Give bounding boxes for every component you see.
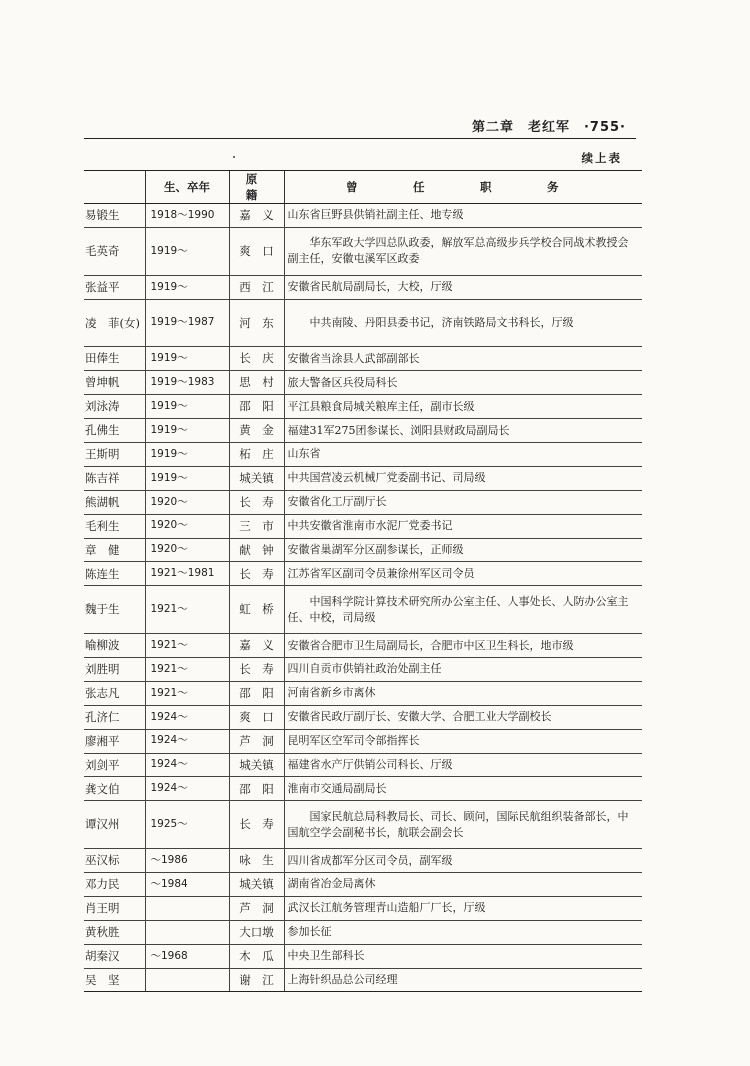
table-row — [84, 657, 642, 681]
person-name: 黄秋胜 — [84, 920, 145, 944]
person-name: 吴 坚 — [84, 968, 145, 992]
birth-death-years: 1925～ — [145, 801, 229, 849]
native-place: 西 江 — [229, 275, 284, 299]
native-place: 爽 口 — [229, 227, 284, 275]
birth-death-years: 1919～ — [145, 466, 229, 490]
native-place: 嘉 义 — [229, 204, 284, 228]
col-header-name — [84, 171, 145, 204]
birth-death-years: 1919～1987 — [145, 299, 229, 347]
native-place: 三 市 — [229, 514, 284, 538]
birth-death-years: 1921～ — [145, 681, 229, 705]
table-row — [84, 944, 642, 968]
person-name: 刘胜明 — [84, 657, 145, 681]
birth-death-years: 1919～1983 — [145, 371, 229, 395]
native-place: 嘉 义 — [229, 634, 284, 658]
positions-held: 山东省 — [284, 442, 642, 466]
table-row — [84, 681, 642, 705]
native-place: 河 东 — [229, 299, 284, 347]
positions-held: 安徽省巢湖军分区副参谋长，正师级 — [284, 538, 642, 562]
table-row — [84, 586, 642, 634]
person-name: 陈连生 — [84, 562, 145, 586]
running-header — [472, 116, 626, 135]
person-name: 毛利生 — [84, 514, 145, 538]
positions-held: 安徽省化工厅副厅长 — [284, 490, 642, 514]
person-name: 龚文伯 — [84, 777, 145, 801]
table-header — [84, 171, 642, 204]
birth-death-years: 1919～ — [145, 395, 229, 419]
native-place: 黄 金 — [229, 419, 284, 443]
birth-death-years: 1920～ — [145, 538, 229, 562]
person-name: 魏于生 — [84, 586, 145, 634]
table-row — [84, 753, 642, 777]
positions-text: 国家民航总局科教局长、司长、顾问，国际民航组织装备部长，中国航空学会副秘书长，航联会副会长 — [287, 809, 629, 839]
table-row — [84, 849, 642, 873]
birth-death-years: 1921～ — [145, 586, 229, 634]
table-row — [84, 801, 642, 849]
person-name: 喻柳波 — [84, 634, 145, 658]
positions-held: 昆明军区空军司令部指挥长 — [284, 729, 642, 753]
person-name: 廖湘平 — [84, 729, 145, 753]
positions-held: 中央卫生部科长 — [284, 944, 642, 968]
birth-death-years: 1919～ — [145, 275, 229, 299]
native-place: 木 瓜 — [229, 944, 284, 968]
native-place: 邵 阳 — [229, 395, 284, 419]
table-row — [84, 729, 642, 753]
birth-death-years: 1924～ — [145, 729, 229, 753]
person-name: 熊湖帆 — [84, 490, 145, 514]
chapter-label: 第二章 — [471, 120, 514, 135]
birth-death-years: 1924～ — [145, 753, 229, 777]
table-row — [84, 347, 642, 371]
native-place: 谢 江 — [229, 968, 284, 992]
birth-death-years: 1924～ — [145, 777, 229, 801]
table-row — [84, 968, 642, 992]
birth-death-years: 1919～ — [145, 442, 229, 466]
positions-held: 安徽省民政厅副厅长、安徽大学、合肥工业大学副校长 — [284, 705, 642, 729]
native-place: 城关镇 — [229, 466, 284, 490]
table-row — [84, 204, 642, 228]
positions-held: 淮南市交通局副局长 — [284, 777, 642, 801]
native-place: 芦 洞 — [229, 729, 284, 753]
positions-text: 华东军政大学四总队政委，解放军总高级步兵学校合同战术教授会副主任，安徽屯溪军区政委 — [287, 236, 629, 266]
birth-death-years: 1924～ — [145, 705, 229, 729]
table-row — [84, 873, 642, 897]
person-name: 孔济仁 — [84, 705, 145, 729]
table-row — [84, 562, 642, 586]
person-name: 田俸生 — [84, 347, 145, 371]
table-row — [84, 490, 642, 514]
person-name: 谭汉州 — [84, 801, 145, 849]
positions-held: 参加长征 — [284, 920, 642, 944]
person-name: 肖王明 — [84, 896, 145, 920]
native-place: 长 寿 — [229, 490, 284, 514]
person-name: 毛英奇 — [84, 227, 145, 275]
birth-death-years — [145, 920, 229, 944]
page-number: ·755· — [583, 120, 626, 135]
positions-held — [284, 227, 642, 275]
birth-death-years: ～1968 — [145, 944, 229, 968]
table-row — [84, 705, 642, 729]
positions-held: 四川省成都军分区司令员，副军级 — [284, 849, 642, 873]
native-place: 邵 阳 — [229, 777, 284, 801]
native-place: 城关镇 — [229, 873, 284, 897]
birth-death-years — [145, 968, 229, 992]
biography-table — [84, 170, 642, 992]
native-place: 爽 口 — [229, 705, 284, 729]
positions-held — [284, 801, 642, 849]
person-name: 凌 菲(女) — [84, 299, 145, 347]
native-place: 长 寿 — [229, 801, 284, 849]
native-place: 柘 庄 — [229, 442, 284, 466]
birth-death-years: 1921～1981 — [145, 562, 229, 586]
positions-held: 湖南省冶金局离休 — [284, 873, 642, 897]
table-row — [84, 442, 642, 466]
table-row — [84, 419, 642, 443]
birth-death-years: 1919～ — [145, 227, 229, 275]
col-header-positions: 曾 任 职 务 — [284, 171, 642, 204]
col-header-origin: 原 籍 — [229, 171, 284, 204]
native-place: 虹 桥 — [229, 586, 284, 634]
person-name: 王斯明 — [84, 442, 145, 466]
person-name: 孔佛生 — [84, 419, 145, 443]
positions-held: 福建省水产厅供销公司科长、厅级 — [284, 753, 642, 777]
table-row — [84, 395, 642, 419]
table-row — [84, 299, 642, 347]
chapter-title: 老红军 — [527, 120, 570, 135]
positions-held: 武汉长江航务管理青山造船厂厂长，厅级 — [284, 896, 642, 920]
table-row — [84, 227, 642, 275]
birth-death-years: 1918～1990 — [145, 204, 229, 228]
table-row — [84, 514, 642, 538]
positions-held: 安徽省当涂县人武部副部长 — [284, 347, 642, 371]
native-place: 思 村 — [229, 371, 284, 395]
positions-held: 平江县粮食局城关粮库主任，副市长级 — [284, 395, 642, 419]
native-place: 芦 洞 — [229, 896, 284, 920]
page-header — [84, 116, 636, 139]
birth-death-years: 1919～ — [145, 347, 229, 371]
table-row — [84, 777, 642, 801]
person-name: 易锻生 — [84, 204, 145, 228]
positions-held: 福建31军275团参谋长、浏阳县财政局副局长 — [284, 419, 642, 443]
table-row — [84, 896, 642, 920]
person-name: 张益平 — [84, 275, 145, 299]
birth-death-years: ～1986 — [145, 849, 229, 873]
positions-held: 山东省巨野县供销社副主任、地专级 — [284, 204, 642, 228]
person-name: 巫汉标 — [84, 849, 145, 873]
person-name: 章 健 — [84, 538, 145, 562]
table-row — [84, 275, 642, 299]
person-name: 陈吉祥 — [84, 466, 145, 490]
positions-held — [284, 299, 642, 347]
person-name: 曾坤帆 — [84, 371, 145, 395]
positions-held: 旅大警备区兵役局科长 — [284, 371, 642, 395]
birth-death-years: 1919～ — [145, 419, 229, 443]
table-row — [84, 466, 642, 490]
birth-death-years: ～1984 — [145, 873, 229, 897]
birth-death-years: 1921～ — [145, 657, 229, 681]
continued-label: 续上表 — [581, 151, 622, 165]
positions-held: 中共安徽省淮南市水泥厂党委书记 — [284, 514, 642, 538]
table-row — [84, 634, 642, 658]
positions-held: 上海针织品总公司经理 — [284, 968, 642, 992]
person-name: 胡秦汉 — [84, 944, 145, 968]
positions-held: 四川自贡市供销社政治处副主任 — [284, 657, 642, 681]
positions-held: 江苏省军区副司令员兼徐州军区司令员 — [284, 562, 642, 586]
native-place: 长 庆 — [229, 347, 284, 371]
col-header-years: 生、卒年 — [145, 171, 229, 204]
scan-speck — [233, 156, 235, 158]
birth-death-years: 1920～ — [145, 514, 229, 538]
native-place: 邵 阳 — [229, 681, 284, 705]
person-name: 刘泳涛 — [84, 395, 145, 419]
table-row — [84, 371, 642, 395]
native-place: 献 钟 — [229, 538, 284, 562]
table-body — [84, 204, 642, 992]
person-name: 刘剑平 — [84, 753, 145, 777]
native-place: 长 寿 — [229, 657, 284, 681]
table-row — [84, 538, 642, 562]
positions-held: 中共国营凌云机械厂党委副书记、司局级 — [284, 466, 642, 490]
positions-held — [284, 586, 642, 634]
person-name: 张志凡 — [84, 681, 145, 705]
positions-held: 安徽省民航局副局长，大校，厅级 — [284, 275, 642, 299]
table-row — [84, 920, 642, 944]
positions-text: 中共南陵、丹阳县委书记，济南铁路局文书科长，厅级 — [309, 316, 574, 329]
native-place: 长 寿 — [229, 562, 284, 586]
native-place: 城关镇 — [229, 753, 284, 777]
positions-held: 安徽省合肥市卫生局副局长，合肥市中区卫生科长，地市级 — [284, 634, 642, 658]
birth-death-years: 1920～ — [145, 490, 229, 514]
native-place: 大口墩 — [229, 920, 284, 944]
positions-text: 中国科学院计算技术研究所办公室主任、人事处长、人防办公室主任、中校，司局级 — [287, 594, 629, 624]
birth-death-years: 1921～ — [145, 634, 229, 658]
person-name: 邓力民 — [84, 873, 145, 897]
birth-death-years — [145, 896, 229, 920]
positions-held: 河南省新乡市离休 — [284, 681, 642, 705]
native-place: 咏 生 — [229, 849, 284, 873]
